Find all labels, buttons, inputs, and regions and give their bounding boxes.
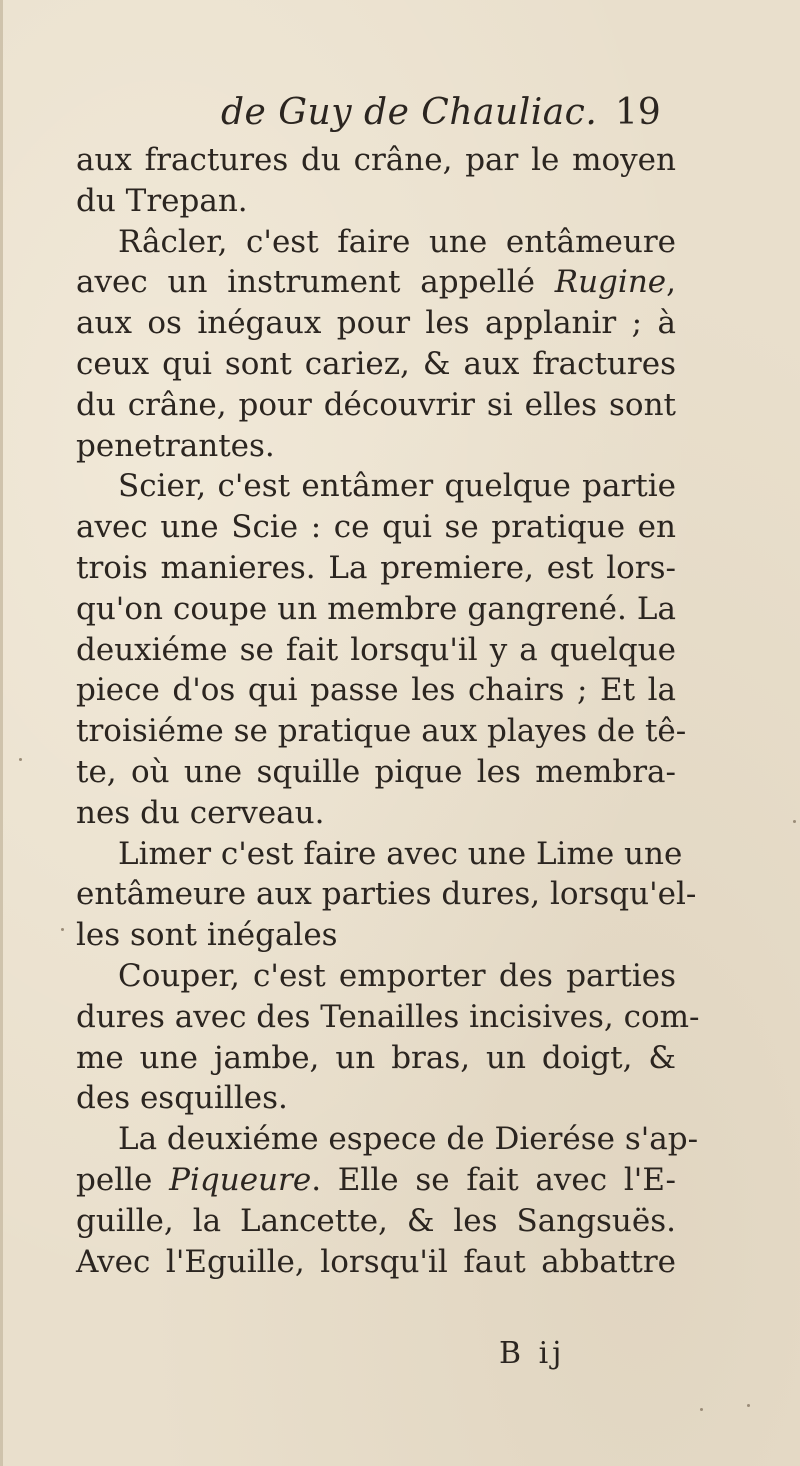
text-line: Avec l'Eguille, lorsqu'il faut abbattre bbox=[76, 1243, 676, 1280]
paper-speck bbox=[19, 758, 22, 761]
italic-term: Piqueure bbox=[169, 1161, 312, 1198]
text-line: aux os inégaux pour les applanir ; à bbox=[76, 305, 676, 342]
italic-term: Rugine bbox=[554, 264, 667, 301]
text-fragment: , bbox=[666, 264, 676, 301]
text-line: troisiéme se pratique aux playes de tê- bbox=[76, 713, 687, 750]
page-header bbox=[3, 92, 800, 142]
text-line: avec une Scie : ce qui se pratique en bbox=[76, 509, 676, 546]
text-line: des esquilles. bbox=[76, 1080, 288, 1117]
text-line: me une jambe, un bras, un doigt, & bbox=[76, 1039, 676, 1076]
text-line: Râcler, c'est faire une entâmeure bbox=[118, 223, 676, 260]
text-line: penetrantes. bbox=[76, 427, 275, 464]
text-line: du Trepan. bbox=[76, 182, 248, 219]
text-line bbox=[76, 1160, 676, 1201]
paper-speck bbox=[700, 1408, 703, 1411]
text-line: trois manieres. La premiere, est lors- bbox=[76, 549, 676, 586]
body-text bbox=[76, 140, 700, 1282]
text-line bbox=[76, 262, 676, 303]
text-fragment: avec un instrument appellé bbox=[76, 264, 555, 301]
text-line: Couper, c'est emporter des parties bbox=[118, 957, 676, 994]
text-line: deuxiéme se fait lorsqu'il y a quelque bbox=[76, 631, 676, 668]
signature-mark: B ij bbox=[499, 1336, 566, 1371]
running-title: de Guy de Chauliac. bbox=[221, 92, 598, 133]
text-line: dures avec des Tenailles incisives, com- bbox=[76, 998, 700, 1035]
page-number: 19 bbox=[615, 92, 661, 133]
text-line: aux fractures du crâne, par le moyen bbox=[76, 142, 676, 178]
text-line: La deuxiéme espece de Dierése s'ap- bbox=[118, 1121, 699, 1158]
text-line: du crâne, pour découvrir si elles sont bbox=[76, 386, 676, 423]
text-line: Limer c'est faire avec une Lime une bbox=[118, 835, 683, 872]
text-line: entâmeure aux parties dures, lorsqu'el- bbox=[76, 876, 697, 913]
text-fragment: . Elle se fait avec l'E- bbox=[311, 1161, 676, 1198]
text-line: Scier, c'est entâmer quelque partie bbox=[118, 468, 676, 505]
paper-speck bbox=[747, 1404, 750, 1407]
text-line: les sont inégales bbox=[76, 917, 338, 954]
text-line: te, où une squille pique les membra- bbox=[76, 753, 676, 790]
text-line: qu'on coupe un membre gangrené. La bbox=[76, 590, 676, 627]
text-line: ceux qui sont cariez, & aux fractures bbox=[76, 345, 676, 382]
paper-speck bbox=[793, 820, 796, 823]
text-fragment: pelle bbox=[76, 1161, 170, 1198]
paper-speck bbox=[61, 928, 64, 931]
text-line: nes du cerveau. bbox=[76, 794, 325, 831]
text-line: piece d'os qui passe les chairs ; Et la bbox=[76, 672, 676, 709]
text-line: guille, la Lancette, & les Sangsuës. bbox=[76, 1202, 676, 1239]
